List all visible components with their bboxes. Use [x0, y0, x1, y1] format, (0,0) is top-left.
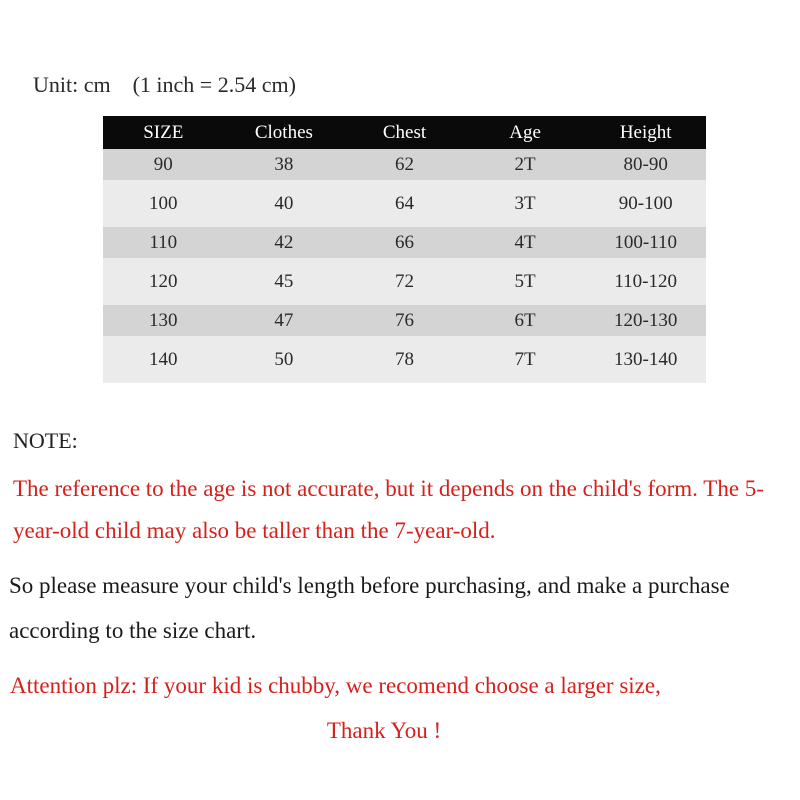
- cell-age: 3T: [514, 192, 536, 214]
- unit-line: Unit: cm (1 inch = 2.54 cm): [33, 72, 296, 97]
- attention-text: Attention plz: If your kid is chubby, we recomend choose a larger size,: [10, 673, 661, 698]
- cell-size: 110: [149, 231, 178, 253]
- cell-size: 120: [149, 270, 178, 292]
- cell-chest: 72: [394, 270, 414, 292]
- cell-clothes: 40: [274, 192, 294, 214]
- age-disclaimer-text: The reference to the age is not accurate, but it depends on the child's form. The 5-year-old child may also be taller than the 7-year-old.: [13, 476, 764, 543]
- cell-chest: 66: [394, 231, 414, 253]
- cell-age: 2T: [514, 153, 536, 175]
- table-row: [103, 149, 706, 180]
- cell-height: 80-90: [623, 153, 668, 175]
- cell-chest: 62: [394, 153, 414, 175]
- header-row: [103, 116, 706, 149]
- cell-age: 4T: [514, 231, 536, 253]
- cell-chest: 76: [394, 309, 414, 331]
- table-row: [103, 258, 706, 305]
- cell-clothes: 47: [274, 309, 294, 331]
- cell-clothes: 50: [274, 348, 294, 370]
- cell-height: 110-120: [614, 270, 677, 292]
- cell-clothes: 42: [274, 231, 294, 253]
- measure-advice-text: So please measure your child's length before purchasing, and make a purchase according to the size chart.: [9, 573, 730, 643]
- header-age: Age: [509, 121, 541, 143]
- cell-clothes: 45: [274, 270, 294, 292]
- cell-height: 120-130: [614, 309, 678, 331]
- size-chart-table: [103, 116, 706, 383]
- table-row: [103, 227, 706, 258]
- cell-age: 5T: [514, 270, 536, 292]
- cell-height: 130-140: [614, 348, 678, 370]
- cell-chest: 64: [394, 192, 414, 214]
- cell-height: 90-100: [618, 192, 673, 214]
- cell-height: 100-110: [614, 231, 677, 253]
- cell-clothes: 38: [274, 153, 294, 175]
- header-height: Height: [619, 121, 672, 143]
- header-clothes: Clothes: [254, 121, 313, 143]
- note-heading: NOTE:: [13, 428, 78, 453]
- table-row: [103, 305, 706, 336]
- cell-size: 130: [149, 309, 178, 331]
- cell-size: 140: [149, 348, 178, 370]
- header-chest: Chest: [382, 121, 427, 143]
- cell-age: 7T: [514, 348, 536, 370]
- cell-age: 6T: [514, 309, 536, 331]
- thank-you-text: Thank You !: [326, 718, 442, 743]
- table-row: [103, 336, 706, 383]
- table-body: [103, 149, 706, 383]
- table-row: [103, 180, 706, 227]
- cell-size: 100: [149, 192, 178, 214]
- cell-size: 90: [153, 153, 173, 175]
- header-size: SIZE: [143, 121, 184, 143]
- table-header: [103, 116, 706, 149]
- cell-chest: 78: [394, 348, 414, 370]
